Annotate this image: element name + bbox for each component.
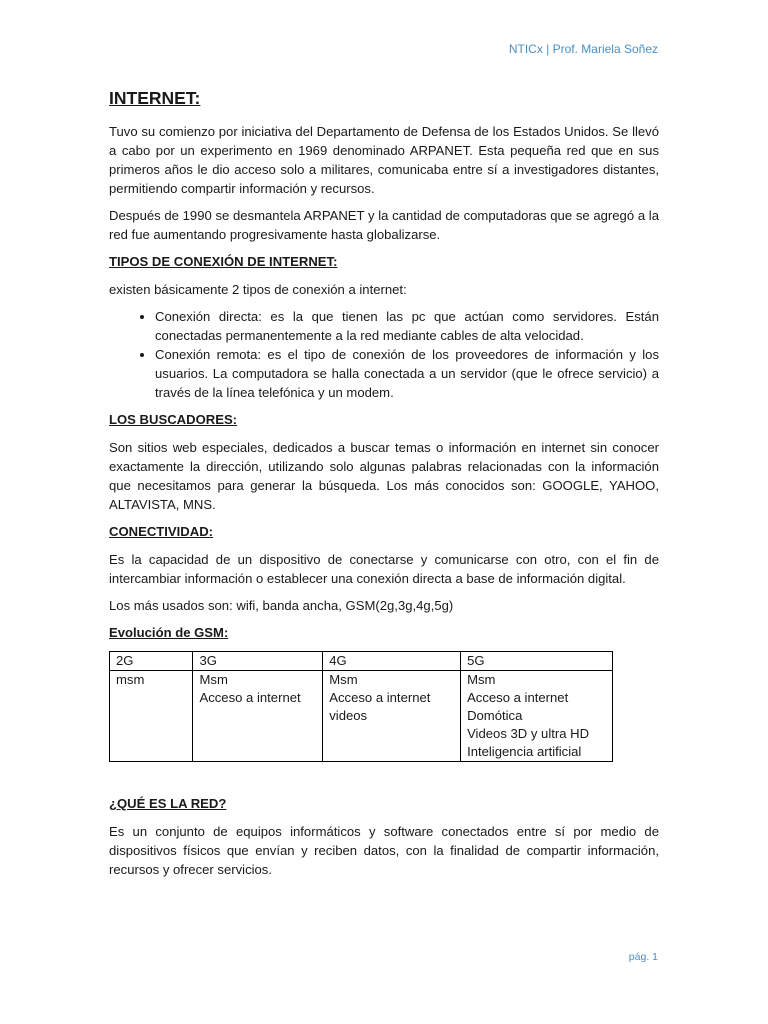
section-heading-tipos: TIPOS DE CONEXIÓN DE INTERNET: [109, 254, 338, 269]
table-header-cell: 3G [193, 652, 323, 671]
tipos-list [109, 307, 659, 402]
intro-paragraph-1: Tuvo su comienzo por iniciativa del Departamento de Defensa de los Estados Unidos. Se llevó a cabo por un experimento en 1969 denominado ARPANET. Esta pequeña red que en sus primeros años le dio acceso solo a militares, comunicaba entre sí a investigadores distantes, permitiendo compartir información y recursos. [109, 124, 659, 196]
section-heading-buscadores: LOS BUSCADORES: [109, 412, 238, 427]
section-heading-gsm: Evolución de GSM: [109, 625, 229, 640]
red-paragraph: Es un conjunto de equipos informáticos y software conectados entre sí por medio de dispositivos físicos que envían y reciben datos, con la finalidad de compartir información, recursos y ofrecer servicios. [109, 824, 659, 877]
table-row [110, 671, 613, 762]
cell-line: Domótica [467, 708, 523, 723]
table-header-row [110, 652, 613, 671]
buscadores-paragraph: Son sitios web especiales, dedicados a buscar temas o información en internet sin conocer exactamente la dirección, utilizando solo algunas palabras relacionadas con la información que necesitamos para generar la búsqueda. Los más conocidos son: GOOGLE, YAHOO, ALTAVISTA, MNS. [109, 440, 659, 512]
page-header: NTICx | Prof. Mariela Soñez [508, 42, 658, 56]
list-item: • Conexión directa: es la que tienen las pc que actúan como servidores. Están conectadas permanentemente a la red mediante cables de alta velocidad. [155, 307, 659, 345]
cell-line: Acceso a internet [199, 690, 301, 705]
cell-line: Videos 3D y ultra HD [467, 726, 590, 741]
section-heading-conectividad: CONECTIVIDAD: [109, 524, 214, 539]
section-heading-red: ¿QUÉ ES LA RED? [109, 796, 227, 811]
cell-line: Acceso a internet [329, 690, 431, 705]
list-item: • Conexión remota: es el tipo de conexión de los proveedores de información y los usuarios. La computadora se halla conectada a un servidor (que le ofrece servicio) a través de la línea telefónica y un modem. [155, 345, 659, 402]
page-number: pág. 1 [628, 951, 658, 963]
cell-line: Msm [329, 672, 358, 687]
intro-paragraph-2: Después de 1990 se desmantela ARPANET y la cantidad de computadoras que se agregó a la red fue aumentando progresivamente hasta globalizarse. [109, 208, 659, 242]
page-title: INTERNET: [109, 88, 201, 108]
table-cell-4g [323, 671, 461, 762]
document-body [109, 86, 659, 887]
conectividad-usados: Los más usados son: wifi, banda ancha, GSM(2g,3g,4g,5g) [109, 598, 454, 613]
cell-line: msm [116, 672, 145, 687]
table-header-cell: 5G [461, 652, 613, 671]
conectividad-paragraph: Es la capacidad de un dispositivo de conectarse y comunicarse con otro, con el fin de intercambiar información o establecer una conexión directa a base de información digital. [109, 552, 659, 586]
cell-line: Msm [467, 672, 496, 687]
table-header-cell: 2G [110, 652, 193, 671]
cell-line: Msm [199, 672, 228, 687]
table-cell-2g [110, 671, 193, 762]
table-cell-3g [193, 671, 323, 762]
cell-line: Inteligencia artificial [467, 744, 582, 759]
tipos-lead: existen básicamente 2 tipos de conexión a internet: [109, 282, 407, 297]
table-header-cell: 4G [323, 652, 461, 671]
table-cell-5g [461, 671, 613, 762]
cell-line: videos [329, 708, 368, 723]
gsm-table [109, 651, 613, 762]
cell-line: Acceso a internet [467, 690, 569, 705]
